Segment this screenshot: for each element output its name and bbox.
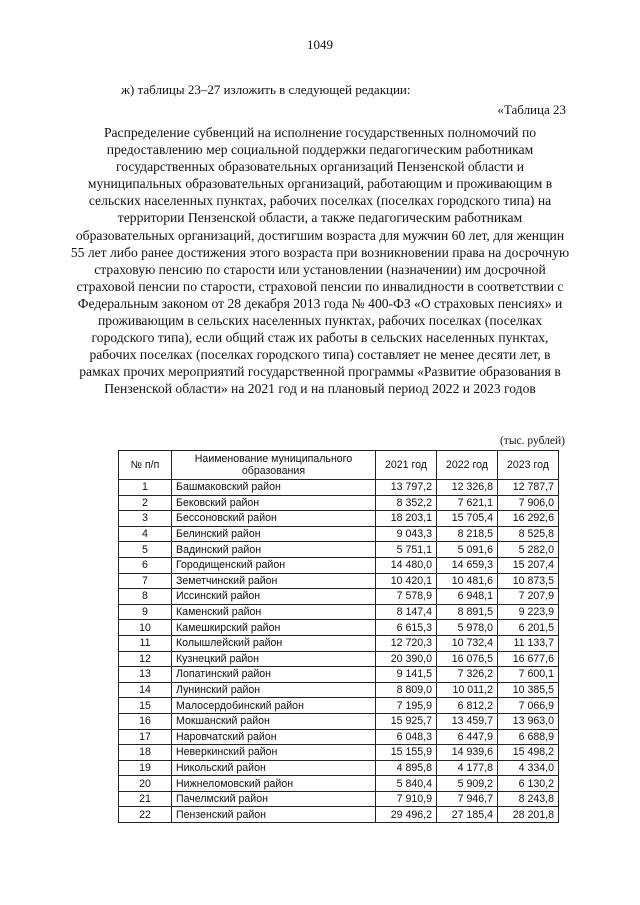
- table-row: [119, 682, 559, 698]
- district-name: Камешкирский район: [172, 620, 376, 636]
- row-number: 21: [119, 791, 172, 807]
- district-name: Нижнеломовский район: [172, 776, 376, 792]
- value-2023: 7 906,0: [498, 495, 559, 511]
- value-2023: 12 787,7: [498, 480, 559, 496]
- value-2023: 7 600,1: [498, 667, 559, 683]
- district-name: Пензенский район: [172, 807, 376, 823]
- value-2021: 12 720,3: [376, 635, 437, 651]
- value-2021: 14 480,0: [376, 557, 437, 573]
- value-2023: 16 677,6: [498, 651, 559, 667]
- table-row: [119, 511, 559, 527]
- value-2023: 16 292,6: [498, 511, 559, 527]
- value-2023: 13 963,0: [498, 713, 559, 729]
- row-number: 19: [119, 760, 172, 776]
- row-number: 14: [119, 682, 172, 698]
- value-2022: 6 948,1: [437, 589, 498, 605]
- table-row: [119, 713, 559, 729]
- value-2023: 10 873,5: [498, 573, 559, 589]
- table-row: [119, 760, 559, 776]
- header-name: Наименование муниципального образования: [172, 451, 376, 480]
- table-row: [119, 573, 559, 589]
- value-2021: 8 809,0: [376, 682, 437, 698]
- district-name: Неверкинский район: [172, 745, 376, 761]
- value-2023: 9 223,9: [498, 604, 559, 620]
- unit-label: (тыс. рублей): [499, 435, 565, 447]
- row-number: 12: [119, 651, 172, 667]
- value-2021: 7 578,9: [376, 589, 437, 605]
- value-2021: 15 925,7: [376, 713, 437, 729]
- district-name: Бессоновский район: [172, 511, 376, 527]
- row-number: 20: [119, 776, 172, 792]
- value-2023: 7 066,9: [498, 698, 559, 714]
- value-2022: 6 812,2: [437, 698, 498, 714]
- header-number: № п/п: [119, 451, 172, 480]
- table-row: [119, 651, 559, 667]
- value-2023: 15 498,2: [498, 745, 559, 761]
- value-2021: 7 195,9: [376, 698, 437, 714]
- header-2023: 2023 год: [498, 451, 559, 480]
- row-number: 10: [119, 620, 172, 636]
- table-row: [119, 526, 559, 542]
- district-name: Кузнецкий район: [172, 651, 376, 667]
- table-row: [119, 667, 559, 683]
- table-row: [119, 745, 559, 761]
- value-2022: 8 891,5: [437, 604, 498, 620]
- value-2022: 10 481,6: [437, 573, 498, 589]
- value-2023: 6 688,9: [498, 729, 559, 745]
- header-2022: 2022 год: [437, 451, 498, 480]
- district-name: Лопатинский район: [172, 667, 376, 683]
- district-name: Башмаковский район: [172, 480, 376, 496]
- value-2022: 6 447,9: [437, 729, 498, 745]
- value-2021: 18 203,1: [376, 511, 437, 527]
- district-name: Наровчатский район: [172, 729, 376, 745]
- district-name: Вадинский район: [172, 542, 376, 558]
- row-number: 5: [119, 542, 172, 558]
- table-row: [119, 791, 559, 807]
- value-2022: 7 621,1: [437, 495, 498, 511]
- row-number: 4: [119, 526, 172, 542]
- row-number: 9: [119, 604, 172, 620]
- district-name: Городищенский район: [172, 557, 376, 573]
- value-2022: 10 732,4: [437, 635, 498, 651]
- row-number: 7: [119, 573, 172, 589]
- row-number: 3: [119, 511, 172, 527]
- value-2021: 8 147,4: [376, 604, 437, 620]
- district-name: Мокшанский район: [172, 713, 376, 729]
- row-number: 16: [119, 713, 172, 729]
- value-2023: 6 201,5: [498, 620, 559, 636]
- page-number: 1049: [307, 37, 333, 52]
- value-2022: 5 091,6: [437, 542, 498, 558]
- district-name: Пачелмский район: [172, 791, 376, 807]
- value-2023: 6 130,2: [498, 776, 559, 792]
- value-2022: 14 659,3: [437, 557, 498, 573]
- district-name: Лунинский район: [172, 682, 376, 698]
- value-2023: 4 334,0: [498, 760, 559, 776]
- table-row: [119, 635, 559, 651]
- value-2021: 9 141,5: [376, 667, 437, 683]
- row-number: 1: [119, 480, 172, 496]
- value-2023: 11 133,7: [498, 635, 559, 651]
- value-2021: 13 797,2: [376, 480, 437, 496]
- row-number: 18: [119, 745, 172, 761]
- value-2021: 8 352,2: [376, 495, 437, 511]
- table-row: [119, 495, 559, 511]
- value-2022: 7 326,2: [437, 667, 498, 683]
- value-2022: 27 185,4: [437, 807, 498, 823]
- table-row: [119, 776, 559, 792]
- row-number: 13: [119, 667, 172, 683]
- value-2022: 10 011,2: [437, 682, 498, 698]
- value-2023: 8 243,8: [498, 791, 559, 807]
- value-2021: 9 043,3: [376, 526, 437, 542]
- header-2021: 2021 год: [376, 451, 437, 480]
- table-row: [119, 589, 559, 605]
- value-2021: 6 048,3: [376, 729, 437, 745]
- value-2022: 5 978,0: [437, 620, 498, 636]
- table-row: [119, 480, 559, 496]
- document-title: Распределение субвенций на исполнение государственных полномочий по предоставлению мер социальной поддержки педагогическим работникам государственных образовательных организаций Пензенской области и муниципальных образовательных организаций, работающим и проживающим в сельских населенных пунктах, рабочих поселках (поселках городского типа) на территории Пензенской области, а также педагогическим работникам образовательных организаций, достигшим возраста для мужчин 60 лет, для женщин 55 лет либо ранее достижения этого возраста при возникновении права на досрочную страховую пенсию по старости или установлении (назначении) им досрочной страховой пенсии по старости, страховой пенсии по инвалидности в соответствии с Федеральным законом от 28 декабря 2013 года № 400-ФЗ «О страховых пенсиях» и проживающим в сельских населенных пунктах, рабочих поселках (поселках городского типа), если общий стаж их работы в сельских населенных пунктах, рабочих поселках (поселках городского типа) составляет не менее десяти лет, в рамках прочих мероприятий государственной программы «Развитие образования в Пензенской области» на 2021 год и на плановый период 2022 и 2023 годов: [70, 125, 570, 397]
- district-name: Каменский район: [172, 604, 376, 620]
- value-2021: 20 390,0: [376, 651, 437, 667]
- value-2023: 28 201,8: [498, 807, 559, 823]
- value-2022: 12 326,8: [437, 480, 498, 496]
- row-number: 6: [119, 557, 172, 573]
- value-2021: 5 751,1: [376, 542, 437, 558]
- table-row: [119, 729, 559, 745]
- value-2022: 13 459,7: [437, 713, 498, 729]
- table-row: [119, 807, 559, 823]
- value-2022: 16 076,5: [437, 651, 498, 667]
- row-number: 15: [119, 698, 172, 714]
- subvention-table: [118, 450, 559, 823]
- table-row: [119, 698, 559, 714]
- value-2023: 10 385,5: [498, 682, 559, 698]
- value-2022: 14 939,6: [437, 745, 498, 761]
- value-2022: 5 909,2: [437, 776, 498, 792]
- row-number: 17: [119, 729, 172, 745]
- value-2022: 4 177,8: [437, 760, 498, 776]
- value-2023: 15 207,4: [498, 557, 559, 573]
- value-2022: 8 218,5: [437, 526, 498, 542]
- table-row: [119, 557, 559, 573]
- row-number: 11: [119, 635, 172, 651]
- table-header-row: [119, 451, 559, 480]
- district-name: Малосердобинский район: [172, 698, 376, 714]
- value-2022: 7 946,7: [437, 791, 498, 807]
- district-name: Земетчинский район: [172, 573, 376, 589]
- value-2021: 6 615,3: [376, 620, 437, 636]
- district-name: Колышлейский район: [172, 635, 376, 651]
- value-2021: 5 840,4: [376, 776, 437, 792]
- value-2021: 4 895,8: [376, 760, 437, 776]
- value-2021: 7 910,9: [376, 791, 437, 807]
- value-2021: 10 420,1: [376, 573, 437, 589]
- district-name: Иссинский район: [172, 589, 376, 605]
- value-2021: 29 496,2: [376, 807, 437, 823]
- table-body: [119, 480, 559, 823]
- table-row: [119, 542, 559, 558]
- table-row: [119, 604, 559, 620]
- value-2021: 15 155,9: [376, 745, 437, 761]
- table-caption: «Таблица 23: [497, 102, 566, 117]
- row-number: 22: [119, 807, 172, 823]
- value-2023: 7 207,9: [498, 589, 559, 605]
- value-2022: 15 705,4: [437, 511, 498, 527]
- row-number: 8: [119, 589, 172, 605]
- value-2023: 5 282,0: [498, 542, 559, 558]
- intro-text: ж) таблицы 23–27 изложить в следующей редакции:: [121, 82, 411, 97]
- district-name: Никольский район: [172, 760, 376, 776]
- row-number: 2: [119, 495, 172, 511]
- table-row: [119, 620, 559, 636]
- value-2023: 8 525,8: [498, 526, 559, 542]
- district-name: Белинский район: [172, 526, 376, 542]
- district-name: Бековский район: [172, 495, 376, 511]
